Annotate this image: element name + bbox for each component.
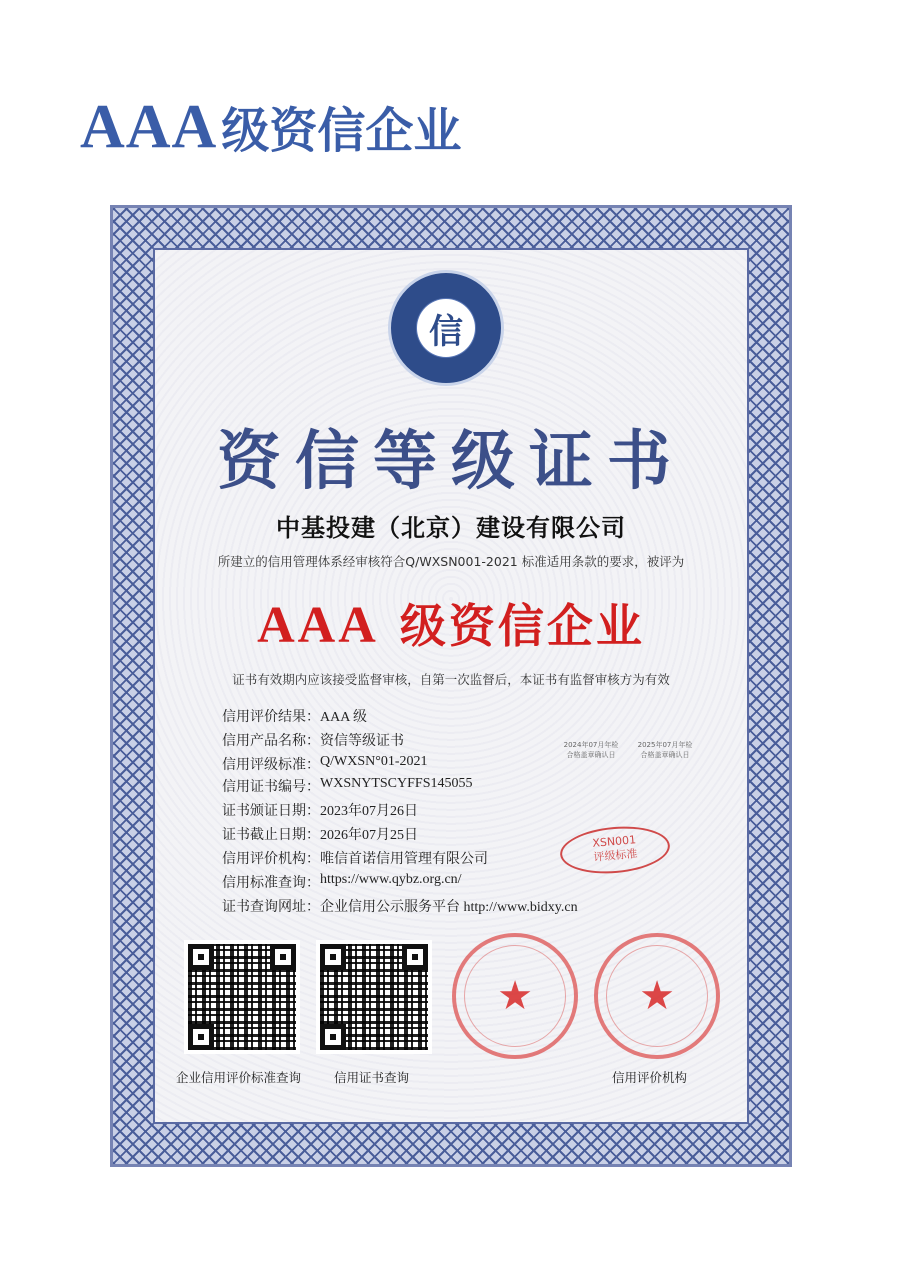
info-label: 证书截止日期： <box>222 827 320 843</box>
company-name: 中基投建（北京）建设有限公司 <box>276 514 626 542</box>
validity-note: 证书有效期内应该接受监督审核，自第一次监督后，本证书有监督审核方为有效 <box>232 672 670 687</box>
info-value: 唯信首诺信用管理有限公司 <box>320 852 488 867</box>
qr-finder <box>188 944 214 970</box>
seal-line: 评级标准 <box>592 847 638 864</box>
info-label: 信用评级标准： <box>222 757 320 773</box>
inspection-note-2025 <box>630 740 700 760</box>
info-value: 2026年07月25日 <box>320 828 418 843</box>
note-line: 合格盖章确认日 <box>640 751 690 759</box>
info-value: 资信等级证书 <box>320 734 404 749</box>
qr-finder <box>270 944 296 970</box>
qr-caption-standard: 企业信用评价标准查询 <box>176 1070 302 1085</box>
qr-finder <box>320 944 346 970</box>
info-label: 信用标准查询： <box>222 875 320 891</box>
star-icon: ★ <box>639 973 675 1019</box>
rating-cjk: 级资信企业 <box>399 599 645 653</box>
info-row-lookup-site <box>222 896 578 920</box>
info-row-standard <box>222 754 578 776</box>
info-row-issue-date <box>222 800 578 824</box>
info-label: 信用评价机构： <box>222 851 320 867</box>
star-icon: ★ <box>497 973 533 1019</box>
info-row-agency <box>222 848 578 872</box>
info-value: WXSNYTSCYFFS145055 <box>320 776 473 791</box>
note-line: 合格盖章确认日 <box>566 751 616 759</box>
note-line: 2025年07月年检 <box>637 741 693 749</box>
info-row-number <box>222 776 578 800</box>
credit-emblem <box>388 270 504 386</box>
info-label: 信用产品名称： <box>222 733 320 749</box>
info-row-standard-lookup <box>222 872 578 896</box>
info-value: 2023年07月26日 <box>320 804 418 819</box>
certification-statement: 所建立的信用管理体系经审核符合Q/WXSN001-2021 标准适用条款的要求，被评为 <box>217 554 685 569</box>
qr-code-standard[interactable] <box>188 944 296 1050</box>
qr-finder <box>320 1024 346 1050</box>
info-label: 证书查询网址： <box>222 899 320 915</box>
info-label: 信用证书编号： <box>222 779 320 795</box>
seal-ring <box>464 945 566 1047</box>
heading-cjk: 级资信企业 <box>221 103 462 159</box>
certificate-info <box>222 706 578 920</box>
seal-line: XSN001 <box>591 833 637 850</box>
seal-ring <box>606 945 708 1047</box>
rating-headline <box>0 590 902 656</box>
info-label: 证书颁证日期： <box>222 803 320 819</box>
note-line: 2024年07月年检 <box>563 741 619 749</box>
inspection-note-2024 <box>556 740 626 760</box>
info-value: AAA 级 <box>320 710 368 725</box>
info-value: https://www.qybz.org.cn/ <box>320 872 462 887</box>
red-seal-right <box>594 933 720 1059</box>
certificate-title: 资信等级证书 <box>217 424 685 499</box>
rating-latin: AAA <box>257 597 379 654</box>
info-row-result <box>222 706 578 730</box>
heading-latin: AAA <box>80 93 218 161</box>
info-row-expiry-date <box>222 824 578 848</box>
emblem-character: 信 <box>417 299 475 357</box>
info-value: Q/WXSN°01-2021 <box>320 754 428 769</box>
qr-finder <box>402 944 428 970</box>
info-value: 企业信用公示服务平台 http://www.bidxy.cn <box>320 900 578 915</box>
info-label: 信用评价结果： <box>222 709 320 725</box>
qr-code-certificate[interactable] <box>320 944 428 1050</box>
issuer-caption: 信用评价机构 <box>612 1070 688 1085</box>
info-row-product <box>222 730 578 754</box>
red-seal-left <box>452 933 578 1059</box>
page-heading <box>80 92 461 164</box>
qr-caption-certificate: 信用证书查询 <box>334 1070 410 1085</box>
qr-finder <box>188 1024 214 1050</box>
